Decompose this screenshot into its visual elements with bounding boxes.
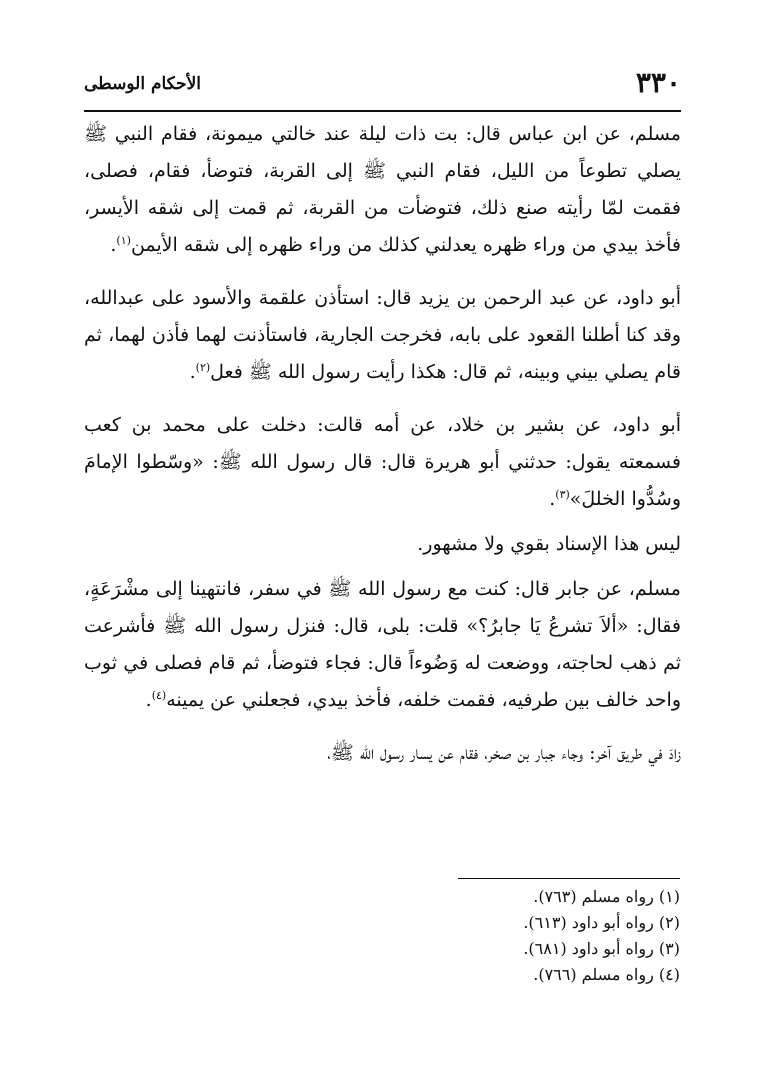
footnote-ref: (١) — [116, 234, 131, 247]
paragraph-isnad-comment: ليس هذا الإسناد بقوي ولا مشهور. — [417, 533, 681, 555]
paragraph-muslim-jabir: مسلم، عن جابر قال: كنت مع رسول الله ﷺ في سفر، فانتهينا إلى مشْرَعَةٍ، فقال: «ألاَ تشرعُ يَا جابرُ؟» قلت: بلى، قال: فنزل رسول الله ﷺ فأشرعت ثم ذهب لحاجته، ووضعت له وَضُوءاً قال: فجاء فتوضأ، ثم قام فصلى في ثوب واحد خالف بين طرفيه، فقمت خلفه، فأخذ بيدي، فجعلني عن يمينه$^{(٤)}$. — [84, 578, 681, 711]
footnotes — [300, 884, 680, 988]
footnote-3: (٣) رواه أبو داود (٦٨١). — [523, 939, 680, 958]
footnote-ref: (٣) — [555, 488, 570, 501]
running-title: الأحكام الوسطى — [84, 74, 201, 94]
paragraph-abu-dawud-bashir: أبو داود، عن بشير بن خلاد، عن أمه قالت: دخلت على محمد بن كعب فسمعته يقول: حدثني أبو هريرة قال: قال رسول الله ﷺ: «وسّطوا الإمامَ وسُدُّوا الخللَ»$^{(٣)}$. — [84, 414, 681, 510]
main-text — [84, 116, 681, 788]
footnote-1: (١) رواه مسلم (٧٦٣). — [533, 887, 680, 906]
footnote-divider — [458, 878, 680, 879]
footnote-ref: (٢) — [195, 361, 211, 374]
footnote-4: (٤) رواه مسلم (٧٦٦). — [533, 965, 680, 984]
footnote-2: (٢) رواه أبو داود (٦١٣). — [523, 913, 680, 932]
paragraph-abu-dawud-abdurrahman: أبو داود، عن عبد الرحمن بن يزيد قال: استأذن علقمة والأسود على عبدالله، وقد كنا أطلنا القعود على بابه، فخرجت الجارية، فاستأذنت لهما فأذن لهما، ثم قام يصلي بيني وبينه، ثم قال: هكذا رأيت رسول الله ﷺ فعل$^{(٢)}$. — [84, 287, 681, 383]
footnote-ref: (٤) — [151, 689, 167, 702]
page-header — [84, 60, 681, 112]
page-number: ٣٣٠ — [635, 66, 681, 99]
paragraph-muslim-ibn-abbas: مسلم، عن ابن عباس قال: بت ذات ليلة عند خالتي ميمونة، فقام النبي ﷺ يصلي تطوعاً من الليل، فقام النبي ﷺ إلى القربة، فتوضأ، فقام، فصلى، فقمت لمّا رأيته صنع ذلك، فتوضأت من القربة، ثم قمت إلى شقه الأيسر، فأخذ بيدي من وراء ظهره يعدلني كذلك من وراء ظهره إلى شقه الأيمن$^{(١)}$. — [84, 123, 681, 256]
paragraph-additional-route: زادَ في طريق آخر: وجاء جبار بن صخر، فقام عن يسار رسول الله ﷺ، — [327, 742, 681, 764]
